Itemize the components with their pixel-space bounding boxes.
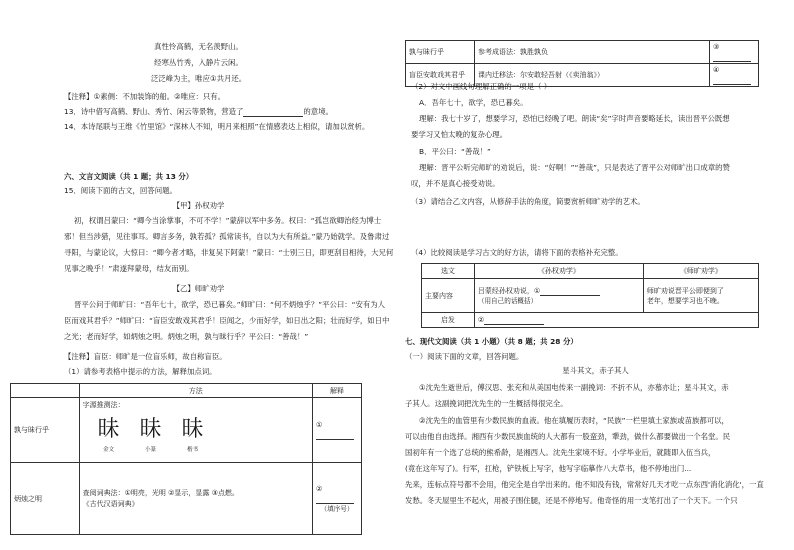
cmp-row-content-label <box>422 279 475 313</box>
question-14: 14．本诗尾联与王维《竹里馆》“深林人不知，明月来相照”在情感表达上相似，请加以赏析。 <box>64 122 370 131</box>
cmp-row-inspire-answer[interactable] <box>474 313 758 328</box>
table-row4-method: 课内迁移法：尔安敢轻吾射（《卖油翁》） <box>475 64 710 87</box>
cmp-content-sub: （用自己的话概括） <box>477 296 538 305</box>
question-15: 15．阅读下面的古文，回答问题。 <box>64 186 177 195</box>
table-row3-method: 参考成语法：孰胜孰负 <box>475 41 710 64</box>
answer-3-blank[interactable] <box>713 53 751 62</box>
text-yi-line-2: 臣而戏其君乎？”师旷曰：“盲臣安敢戏其君乎！臣闻之，少而好学，如日出之阳；壮而好学，如日中 <box>64 316 390 325</box>
cmp-inspire-num: ② <box>477 316 485 324</box>
section-6-title: 六、文言文阅读（共 1 题；共 13 分） <box>64 172 194 181</box>
option-a-explanation-2: 要学习又怕太晚的复杂心理。 <box>411 130 508 139</box>
caption-kaishu: 楷书 <box>187 447 199 453</box>
glyph-jinwen: 昧 <box>97 417 120 442</box>
part-1-instruction: （一）阅读下面的文章，回答问题。 <box>405 352 524 361</box>
text-jia-line-3: 寻阳，与蒙论议，大惊曰：“卿今者才略，非复吴下阿蒙！”蒙曰：“士别三日，即更刮目相待，大兄何 <box>64 248 394 257</box>
para-2-line-3: 国初年有一个选了总统的熊希龄，是湘西人。沈先生家境不好。小学毕业后，就随即入伍当兵， <box>405 448 716 457</box>
cmp-row-inspire-label: 启发 <box>422 313 475 328</box>
table-row4-word: 盲臣安敢戏其君乎 <box>406 64 475 87</box>
para-2-line-1: ②沈先生的血管里有少数民族的血液。他在填履历表时，“民族”一栏里填土家族或苗族都可以， <box>419 416 729 425</box>
section-7-title: 七、现代文阅读（共 1 小题）（共 8 题；共 28 分） <box>405 337 578 346</box>
text-jia-line-4: 见事之晚乎！”肃遂拜蒙母，结友而别。 <box>64 264 194 273</box>
caption-xiaozhuan: 小篆 <box>145 447 157 453</box>
option-b-explanation-1: 理解：晋平公听完师旷的劝说后，说：“好啊！”“善哉”，只是表达了晋平公对师旷出口成章的赞 <box>419 163 730 172</box>
answer-4-blank[interactable] <box>713 76 751 85</box>
question-13-tail: 的意境。 <box>303 107 333 116</box>
answer-1-blank[interactable] <box>316 431 354 440</box>
article-title: 星斗其文，赤子其人 <box>562 366 629 375</box>
answer-2-label: ② <box>316 484 323 493</box>
question-13-blank[interactable] <box>243 108 303 117</box>
method-table-right <box>405 40 759 87</box>
poem-line-1: 真性怜高鹤，无名羡野山。 <box>154 42 243 51</box>
glyph-kaishu: 昧 <box>181 417 204 442</box>
method-table-left <box>10 383 362 535</box>
sub-question-3: （3）请结合乙文内容，从修辞手法的角度，简要赏析师旷劝学的艺术。 <box>411 197 645 206</box>
cmp-head-shikuang: 《师旷劝学》 <box>643 264 758 279</box>
table-row3-answer[interactable] <box>710 41 759 64</box>
table-row1-method <box>79 398 312 463</box>
table-row1-word: 孰与昧行乎 <box>11 398 80 463</box>
table-row1-answer[interactable] <box>313 398 362 463</box>
cmp-head-sunquan: 《孙权劝学》 <box>474 264 643 279</box>
cmp-blank-2[interactable] <box>484 316 544 325</box>
para-2-line-2: 可以由他自由选择。湘西有少数民族血统的人大都有一股蛮劲，犟劲，做什么都要做出一个名堂。民 <box>405 432 731 441</box>
sub-question-4: （4）比较阅读是学习古文的好方法，请将下面的表格补充完整。 <box>411 248 623 257</box>
table-row3-word: 孰与昧行乎 <box>406 41 475 64</box>
text-yi-title: 【乙】师旷劝学 <box>172 284 225 293</box>
poem-line-3: 泛泛峰为主，唯应①共月还。 <box>150 74 247 83</box>
answer-1-label: ① <box>316 421 323 429</box>
question-13-text: 13．诗中借写高鹤、野山、秀竹、闲云等景物，营造了 <box>64 107 244 116</box>
table-row2-method-text: 查阅词典法：①明亮，光明 ②显示，显露 ③点燃。 <box>82 488 239 497</box>
cmp-row-content-shikuang <box>643 279 758 313</box>
table-head-blank <box>11 384 80 398</box>
option-a[interactable]: A．吾年七十，欲学，恐已暮矣。 <box>419 98 528 107</box>
cmp-head-label: 选文 <box>422 264 475 279</box>
text-jia-line-2: 邪！但当涉猎，见往事耳。卿言多务，孰若孤？孤常读书，自以为大有所益。”蒙乃始就学。及鲁肃过 <box>64 232 390 241</box>
option-b-explanation-2: 叹，并不是真心接受劝说。 <box>411 179 500 188</box>
table-head-method: 方法 <box>79 384 312 398</box>
cmp-content-sunquan-text: 吕蒙经孙权劝说，① <box>477 286 541 295</box>
table-row2-word: 炳烛之明 <box>11 463 80 535</box>
para-2-line-5: 先来，连标点符号都不会用，他完全是自学出来的。他不知没有钱，常常好几天才吃一点东西'消化消化'，一直 <box>405 480 764 489</box>
table-row2-answer[interactable] <box>313 463 362 535</box>
text-jia-line-1: 初，权谓吕蒙曰：“卿今当涂掌事，不可不学！”蒙辞以军中多务。权曰：“孤岂欲卿治经为博士 <box>74 216 382 225</box>
comparison-table <box>421 263 759 328</box>
table-head-answer: 解释 <box>313 384 362 398</box>
para-2-line-4: (竟在这年写了)。行军，扛枪，铲铁板上写字，他写字临摹作八大草书，他不停地出门... <box>405 464 692 473</box>
answer-4-label: ④ <box>713 66 720 74</box>
answer-3-label: ③ <box>713 43 720 51</box>
answer-2-blank[interactable] <box>316 495 354 504</box>
cmp-content-label: 主要内容 <box>425 291 453 300</box>
option-a-explanation-1: 理解：我七十岁了，想要学习，恐怕已经晚了吧。朗读“矣”字时声音要略延长，读出晋平公既想 <box>419 114 730 123</box>
poem-note: 【注释】①素侧：不加装饰的船。②唯应：只有。 <box>64 92 226 101</box>
para-1-line-2: 子其人。这副挽词把沈先生的一生概括得很完全。 <box>405 399 568 408</box>
para-2-line-6: 发愁。冬天屋里生不起火，用被子围住腿，还是不停地写。他奇怪的用一支笔打出了一个天下。一个只 <box>405 496 738 505</box>
caption-jinwen: 金文 <box>103 447 115 453</box>
option-b[interactable]: B．平公曰：“善哉！” <box>419 147 491 156</box>
cmp-content-shikuang-b: 老年，想要学习也不晚。 <box>646 296 724 305</box>
table-row4-answer[interactable] <box>710 64 759 87</box>
answer-2-note: （填序号） <box>320 504 354 513</box>
sub-question-1: （1）请参考表格中提示的方法，解释加点词。 <box>64 367 217 376</box>
question-13 <box>64 107 333 117</box>
cmp-blank-1[interactable] <box>540 287 600 296</box>
text-jia-title: 【甲】孙权劝学 <box>172 201 225 210</box>
para-1-line-1: ①沈先生逝世后，傅汉思、张充和从美国电传来一副挽词：不折不从，亦慕亦让；星斗其文，赤 <box>419 383 729 392</box>
text-yi-line-3: 之光；老而好学，如炳烛之明。炳烛之明，孰与昧行乎？平公曰：“善哉！” <box>64 332 309 341</box>
text-yi-line-1: 晋平公问于师旷曰：“吾年七十，欲学，恐已暮矣。”师旷曰：“何不炳烛乎？”平公曰：“安有为人 <box>74 300 386 309</box>
poem-line-2: 经寒丛竹秀，入静片云闲。 <box>154 58 243 67</box>
sub-question-2: （2）对文中画线句理解正确的一项是（ ） <box>411 82 552 91</box>
cmp-row-content-sunquan[interactable] <box>474 279 643 313</box>
glyph-xiaozhuan: 昧 <box>139 417 162 442</box>
cmp-content-shikuang-a: 师旷劝说晋平公即便到了 <box>646 286 724 295</box>
table-row2-source: 《古代汉语词典》 <box>82 499 139 508</box>
table-row1-method-label: 字源推测法： <box>82 401 125 409</box>
table-row2-method <box>79 463 312 535</box>
text-yi-note: 【注释】盲臣：师旷是一位盲乐师，故自称盲臣。 <box>64 352 227 361</box>
